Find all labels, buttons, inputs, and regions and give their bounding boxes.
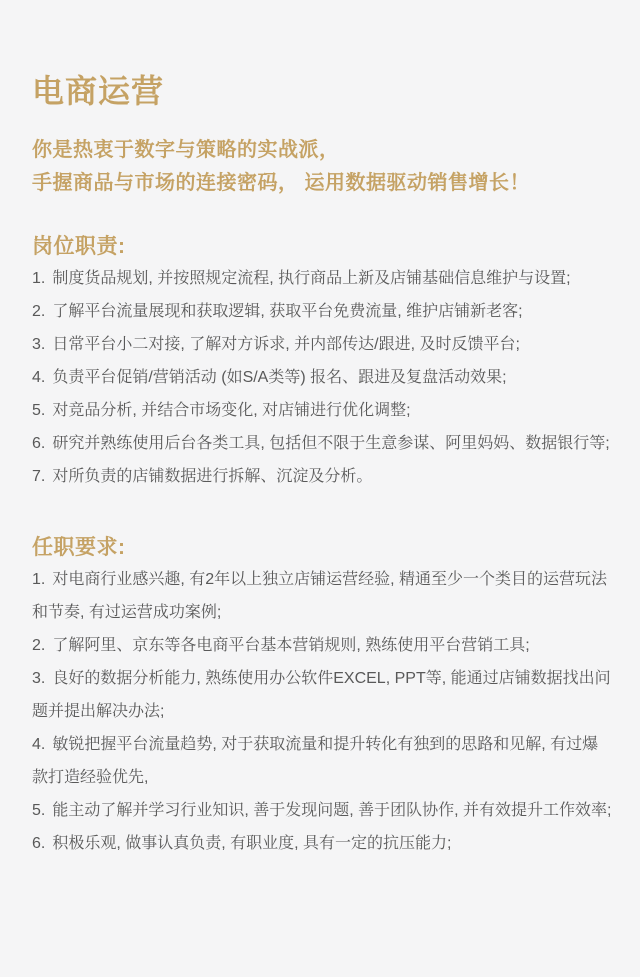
responsibility-item-4 bbox=[32, 361, 612, 394]
item-text: 负责平台促销/营销活动 (如S/A类等) 报名、跟进及复盘活动效果; bbox=[52, 369, 507, 386]
requirement-item-1 bbox=[32, 563, 612, 629]
job-tagline bbox=[32, 134, 612, 200]
item-text: 对所负责的店铺数据进行拆解、沉淀及分析。 bbox=[52, 468, 373, 485]
tagline-line-2: 手握商品与市场的连接密码， 运用数据驱动销售增长！ bbox=[32, 172, 531, 194]
item-text: 研究并熟练使用后台各类工具, 包括但不限于生意参谋、阿里妈妈、数据银行等; bbox=[52, 435, 610, 452]
responsibility-item-6 bbox=[32, 427, 612, 460]
item-text: 对电商行业感兴趣, 有2年以上独立店铺运营经验, 精通至少一个类目的运营玩法和节奏, 有过运营成功案例; bbox=[32, 571, 608, 621]
item-number: 6. bbox=[32, 435, 46, 452]
requirement-item-3 bbox=[32, 662, 612, 728]
item-text: 日常平台小二对接, 了解对方诉求, 并内部传达/跟进, 及时反馈平台; bbox=[52, 336, 520, 353]
item-text: 积极乐观, 做事认真负责, 有职业度, 具有一定的抗压能力; bbox=[52, 835, 452, 852]
item-number: 3. bbox=[32, 670, 46, 687]
page-title: 电商运营 bbox=[32, 73, 165, 109]
requirement-item-4 bbox=[32, 728, 612, 794]
item-number: 1. bbox=[32, 270, 46, 287]
responsibility-item-1 bbox=[32, 262, 612, 295]
item-text: 对竞品分析, 并结合市场变化, 对店铺进行优化调整; bbox=[52, 402, 411, 419]
item-number: 4. bbox=[32, 736, 46, 753]
section-responsibilities bbox=[32, 232, 612, 493]
requirements-heading: 任职要求: bbox=[32, 536, 126, 559]
responsibility-item-7 bbox=[32, 460, 612, 493]
section-requirements bbox=[32, 533, 612, 860]
item-number: 3. bbox=[32, 336, 46, 353]
item-text: 敏锐把握平台流量趋势, 对于获取流量和提升转化有独到的思路和见解, 有过爆款打造经验优先, bbox=[32, 736, 599, 786]
item-number: 5. bbox=[32, 802, 46, 819]
requirement-item-6 bbox=[32, 827, 612, 860]
item-text: 能主动了解并学习行业知识, 善于发现问题, 善于团队协作, 并有效提升工作效率; bbox=[52, 802, 612, 819]
item-text: 良好的数据分析能力, 熟练使用办公软件EXCEL, PPT等, 能通过店铺数据找出问题并提出解决办法; bbox=[32, 670, 611, 720]
responsibility-item-3 bbox=[32, 328, 612, 361]
item-number: 7. bbox=[32, 468, 46, 485]
item-number: 2. bbox=[32, 637, 46, 654]
requirement-item-2 bbox=[32, 629, 612, 662]
requirement-item-5 bbox=[32, 794, 612, 827]
item-number: 5. bbox=[32, 402, 46, 419]
item-text: 制度货品规划, 并按照规定流程, 执行商品上新及店铺基础信息维护与设置; bbox=[52, 270, 571, 287]
item-number: 6. bbox=[32, 835, 46, 852]
tagline-line-1: 你是热衷于数字与策略的实战派， bbox=[32, 139, 340, 161]
responsibility-item-5 bbox=[32, 394, 612, 427]
item-text: 了解平台流量展现和获取逻辑, 获取平台免费流量, 维护店铺新老客; bbox=[52, 303, 523, 320]
item-number: 4. bbox=[32, 369, 46, 386]
item-text: 了解阿里、京东等各电商平台基本营销规则, 熟练使用平台营销工具; bbox=[52, 637, 530, 654]
item-number: 2. bbox=[32, 303, 46, 320]
responsibility-item-2 bbox=[32, 295, 612, 328]
responsibilities-heading: 岗位职责: bbox=[32, 235, 126, 258]
item-number: 1. bbox=[32, 571, 46, 588]
